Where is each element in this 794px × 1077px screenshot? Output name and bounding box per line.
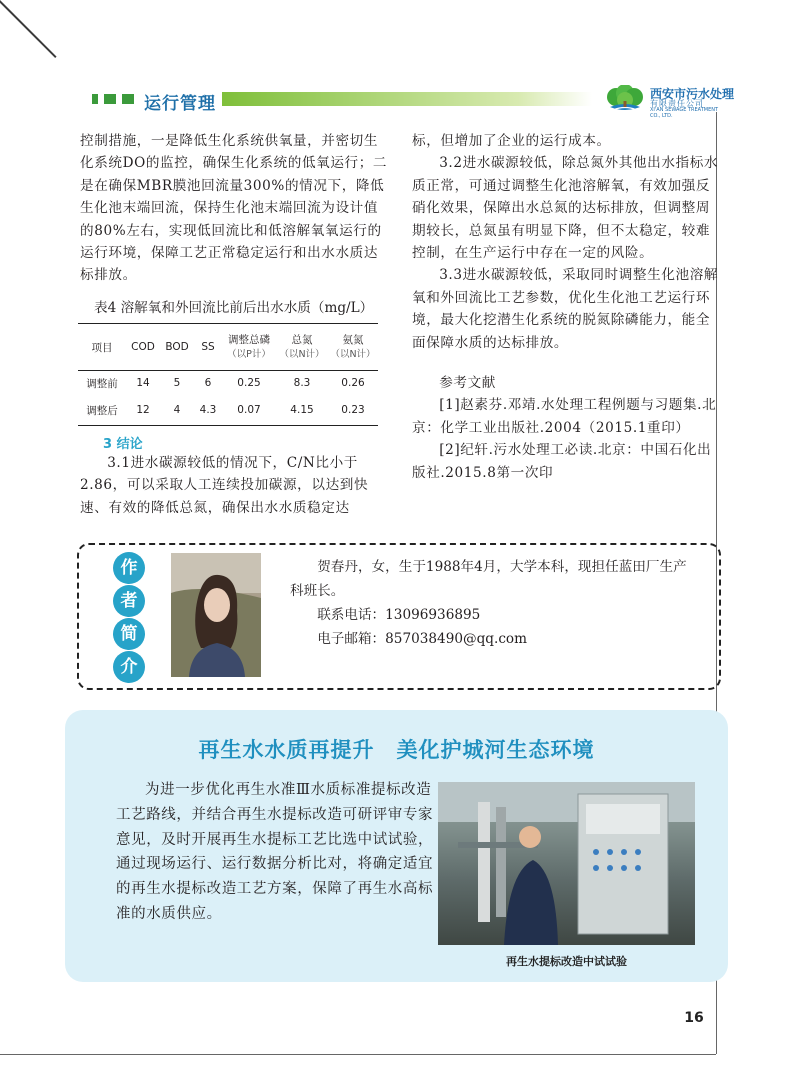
- paragraph-continuation: 标，但增加了企业的运行成本。: [412, 133, 611, 149]
- news-body: 为进一步优化再生水准Ⅲ水质标准提标改造工艺路线，并结合再生水提标改造可研评审专家意见，及时开展再生水提标工艺比选中试试验，通过现场运行、运行数据分析比对，将确定适宜的再生水提标改造工艺方案，保障了再生水高标准的水质供应。: [116, 782, 434, 922]
- table-cell: 0.23: [328, 395, 378, 426]
- news-photo-caption: 再生水提标改造中试试验: [506, 955, 627, 968]
- header-square-1: [92, 94, 98, 104]
- right-column: [412, 130, 724, 484]
- news-panel: [65, 710, 728, 982]
- author-tag-char: 简: [113, 618, 145, 650]
- paragraph-3-2: 3.2进水碳源较低，除总氮外其他出水指标水质正常，可通过调整生化池溶解氧，有效加强反硝化效果，保障出水总氮的达标排放，但调整周期较长，总氮虽有明显下降，但不太稳定，较难控制，在生产运行中存在一定的风险。: [412, 155, 719, 262]
- table-header-row: [78, 324, 378, 371]
- author-photo: [171, 553, 261, 677]
- author-portrait-icon: [171, 553, 261, 677]
- author-tag-char: 作: [113, 552, 145, 584]
- reference-2: [2]纪轩.污水处理工必读.北京：中国石化出版社.2015.8第一次印: [412, 442, 712, 481]
- header-cell: 氨氮 （以N计）: [328, 324, 378, 371]
- table-cell: 调整前: [86, 377, 118, 390]
- header-cell: SS: [194, 324, 222, 371]
- section-title: 运行管理: [144, 94, 216, 114]
- logo-tree-icon: [604, 85, 646, 117]
- table-cell: 14: [136, 377, 150, 389]
- page-border-bottom: [0, 1054, 716, 1055]
- table-cell: 4.3: [194, 395, 222, 426]
- header-cell: COD: [126, 324, 160, 371]
- header-cell: 总氮 （以N计）: [276, 324, 328, 371]
- paragraph-3-1: 3.1进水碳源较低的情况下，C/N比小于2.86，可以采取人工连续投加碳源，以达到快速、有效的降低总氮，确保出水水质稳定达: [80, 455, 369, 516]
- logo-subtitle: 有限责任公司: [650, 99, 704, 108]
- reference-1: [1]赵素芬.邓靖.水处理工程例题与习题集.北京：化学工业出版社.2004（2015.1重印）: [412, 397, 717, 436]
- table-row: [78, 371, 378, 396]
- header-gradient-bar: [222, 92, 592, 106]
- table-cell: 调整后: [78, 395, 126, 426]
- header-square-3: [122, 94, 134, 104]
- author-bio: 贺春丹，女，生于1988年4月，大学本科，现担任蓝田厂生产科班长。: [290, 559, 687, 599]
- page-header: [0, 85, 794, 119]
- header-cell: 项目: [78, 324, 126, 371]
- table-cell: 0.26: [341, 377, 365, 389]
- table-cell: 0.07: [222, 395, 276, 426]
- table-cell: 4: [160, 395, 194, 426]
- references-title: 参考文献: [439, 375, 496, 392]
- author-phone: 联系电话：13096936895: [317, 607, 481, 623]
- table-row: [78, 395, 378, 426]
- author-info: [290, 555, 690, 651]
- page-number: 16: [684, 1010, 704, 1026]
- corner-decoration: [0, 0, 57, 58]
- news-title: 再生水水质再提升 美化护城河生态环境: [198, 738, 595, 762]
- logo-english: XI'AN SEWAGE TREATMENT CO., LTD.: [650, 107, 719, 119]
- paragraph-3-3: 3.3进水碳源较低，采取同时调整生化池溶解氧和外回流比工艺参数，优化生化池工艺运行环境，最大化挖潜生化系统的脱氮除磷能力，能全面保障水质的达标排放。: [412, 267, 719, 351]
- header-cell: 调整总磷 （以P计）: [222, 324, 276, 371]
- header-square-2: [104, 94, 116, 104]
- table-caption: 表4 溶解氧和外回流比前后出水水质（mg/L）: [94, 300, 374, 316]
- paragraph-control-measures: 控制措施，一是降低生化系统供氧量，并密切生化系统DO的监控，确保生化系统的低氧运行；二是在确保MBR膜池回流量300%的情况下，降低生化池末端回流，保持生化池末端回流为设计值的80%左右，实现低回流比和低溶解氧氧运行的运行环境，保障工艺正常稳定运行和出水水质达标排放。: [80, 133, 388, 284]
- company-logo: [604, 85, 744, 117]
- table-cell: 0.25: [237, 377, 261, 389]
- author-email: 电子邮箱：857038490@qq.com: [317, 631, 528, 647]
- conclusion-heading: 3 结论: [103, 437, 143, 452]
- logo-name: 西安市污水处理: [650, 87, 735, 101]
- header-cell: BOD: [160, 324, 194, 371]
- table-cell: 5: [173, 377, 181, 389]
- left-column-top: [80, 130, 390, 287]
- author-tag-char: 介: [113, 651, 145, 683]
- table-cell: 8.3: [293, 377, 311, 389]
- news-photo: [438, 782, 695, 945]
- author-tag-char: 者: [113, 585, 145, 617]
- left-column-bottom: [80, 452, 390, 519]
- table-cell: 4.15: [276, 395, 328, 426]
- pilot-test-equipment-icon: [438, 782, 695, 945]
- table-cell: 12: [126, 395, 160, 426]
- table-cell: 6: [204, 377, 212, 389]
- water-quality-table: [78, 323, 378, 426]
